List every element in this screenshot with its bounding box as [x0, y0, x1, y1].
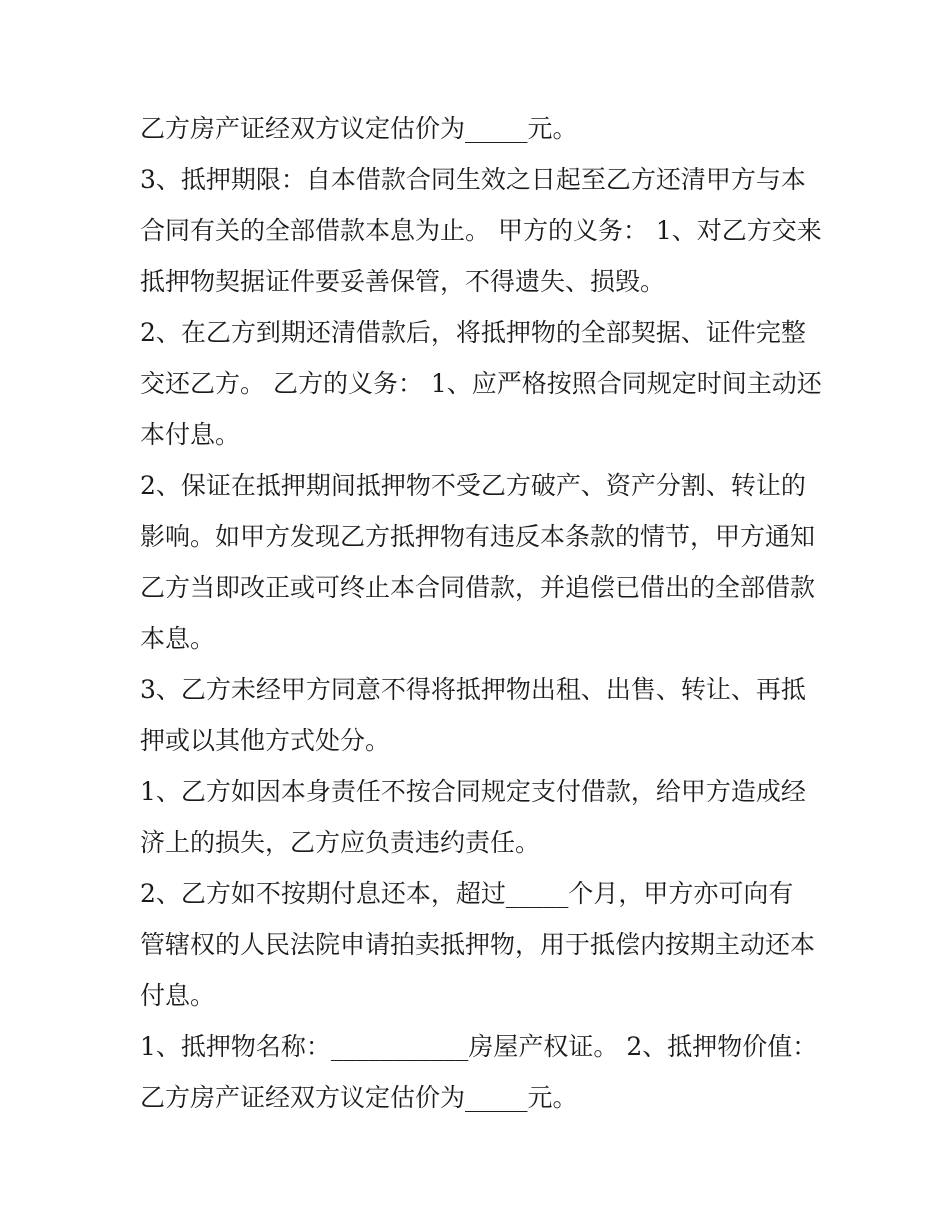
text-line: 2、保证在抵押期间抵押物不受乙方破产、资产分割、转让的	[140, 471, 806, 500]
text-line: 乙方房产证经双方议定估价为_____元。	[140, 114, 578, 143]
text-line: 2、在乙方到期还清借款后，将抵押物的全部契据、证件完整	[140, 318, 806, 347]
text-line: 乙方房产证经双方议定估价为_____元。	[140, 1083, 578, 1112]
text-line: 抵押物契据证件要妥善保管，不得遗失、损毁。	[140, 267, 666, 296]
text-line: 乙方当即改正或可终止本合同借款，并追偿已借出的全部借款	[140, 573, 816, 602]
text-line: 本息。	[140, 624, 216, 653]
text-line: 3、抵押期限：自本借款合同生效之日起至乙方还清甲方与本	[140, 165, 806, 194]
text-line: 1、乙方如因本身责任不按合同规定支付借款，给甲方造成经	[140, 777, 806, 806]
text-line: 付息。	[140, 981, 216, 1010]
text-line: 2、乙方如不按期付息还本，超过_____个月，甲方亦可向有	[140, 879, 794, 908]
document-body	[140, 103, 830, 1123]
text-line: 1、抵押物名称：___________房屋产权证。 2、抵押物价值：	[140, 1032, 818, 1061]
text-line: 交还乙方。 乙方的义务： 1、应严格按照合同规定时间主动还	[140, 369, 822, 398]
text-line: 影响。如甲方发现乙方抵押物有违反本条款的情节，甲方通知	[140, 522, 816, 551]
text-line: 合同有关的全部借款本息为止。 甲方的义务： 1、对乙方交来	[140, 216, 822, 245]
text-line: 济上的损失，乙方应负责违约责任。	[140, 828, 541, 857]
text-line: 押或以其他方式处分。	[140, 726, 391, 755]
text-line: 本付息。	[140, 420, 241, 449]
text-line: 管辖权的人民法院申请拍卖抵押物，用于抵偿内按期主动还本	[140, 930, 816, 959]
text-line: 3、乙方未经甲方同意不得将抵押物出租、出售、转让、再抵	[140, 675, 806, 704]
